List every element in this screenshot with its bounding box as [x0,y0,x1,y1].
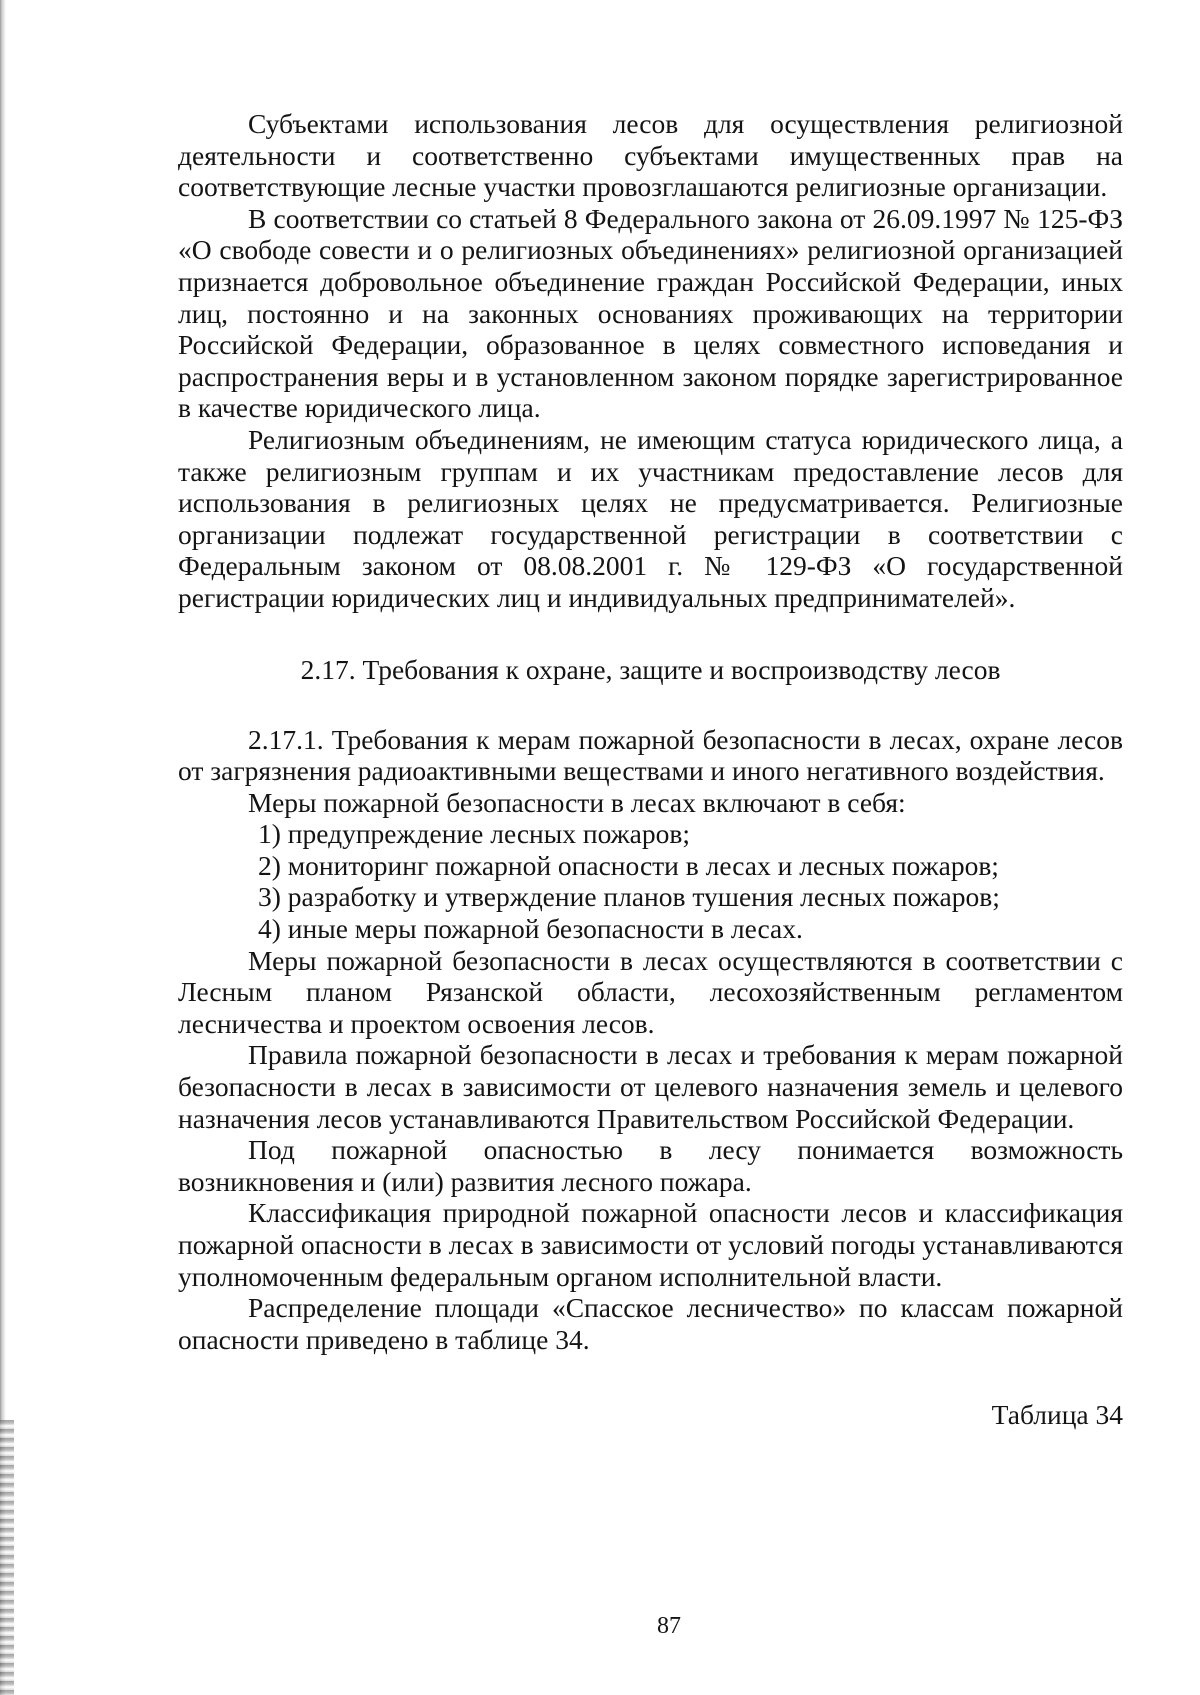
section-heading: 2.17. Требования к охране, защите и воспроизводству лесов [300,653,1001,685]
paragraph-forest-plan: Меры пожарной безопасности в лесах осуществляются в соответствии с Лесным планом Рязанской области, лесохозяйственным регламентом лесничества и проектом освоения лесов. [178,944,1123,1039]
page-number: 87 [657,1613,681,1639]
list-item: 4) иные меры пожарной безопасности в лесах. [258,913,803,945]
paragraph-fire-danger-definition: Под пожарной опасностью в лесу понимается возможность возникновения и (или) развития лесного пожара. [178,1134,1123,1197]
measures-intro: Меры пожарной безопасности в лесах включают в себя: [248,786,906,818]
paragraph-law-129: Религиозным объединениям, не имеющим статуса юридического лица, а также религиозным группам и их участникам предоставление лесов для использования в религиозных целях не предусматривается. Религиозные организации подлежат государственной регистрации в соответствии с Федеральным законом от 08.08.2001 г. № 129-ФЗ «О государственной регистрации юридических лиц и индивидуальных предпринимателей». [178,423,1123,613]
scan-binding-marks [0,1420,14,1695]
list-item: 2) мониторинг пожарной опасности в лесах и лесных пожаров; [258,849,999,881]
paragraph-classification: Классификация природной пожарной опасности лесов и классификация пожарной опасности в лесах в зависимости от условий погоды устанавливаются уполномоченным федеральным органом исполнительной власти. [178,1197,1123,1292]
paragraph-religious-subjects: Субъектами использования лесов для осуществления религиозной деятельности и соответственно субъектами имущественных прав на соответствующие лесные участки провозглашаются религиозные организации. [178,108,1123,203]
table-caption: Таблица 34 [991,1399,1123,1431]
paragraph-distribution: Распределение площади «Спасское лесничество» по классам пожарной опасности приведено в таблице 34. [178,1292,1123,1355]
paragraph-fire-rules: Правила пожарной безопасности в лесах и требования к мерам пожарной безопасности в лесах в зависимости от целевого назначения земель и целевого назначения лесов устанавливаются Правительством Российской Федерации. [178,1039,1123,1134]
paragraph-law-125: В соответствии со статьей 8 Федерального закона от 26.09.1997 № 125-ФЗ «О свободе совести и о религиозных объединениях» религиозной организацией признается добровольное объединение граждан Российской Федерации, иных лиц, постоянно и на законных основаниях проживающих на территории Российской Федерации, образованное в целях совместного исповедания и распространения веры и в установленном законом порядке зарегистрированное в качестве юридического лица. [178,202,1123,424]
subsection-intro: 2.17.1. Требования к мерам пожарной безопасности в лесах, охране лесов от загрязнения радиоактивными веществами и иного негативного воздействия. [178,723,1123,787]
document-page [178,108,1123,1431]
measures-list [178,818,1123,944]
list-item: 3) разработку и утверждение планов тушения лесных пожаров; [258,881,1000,913]
list-item: 1) предупреждение лесных пожаров; [258,818,690,850]
